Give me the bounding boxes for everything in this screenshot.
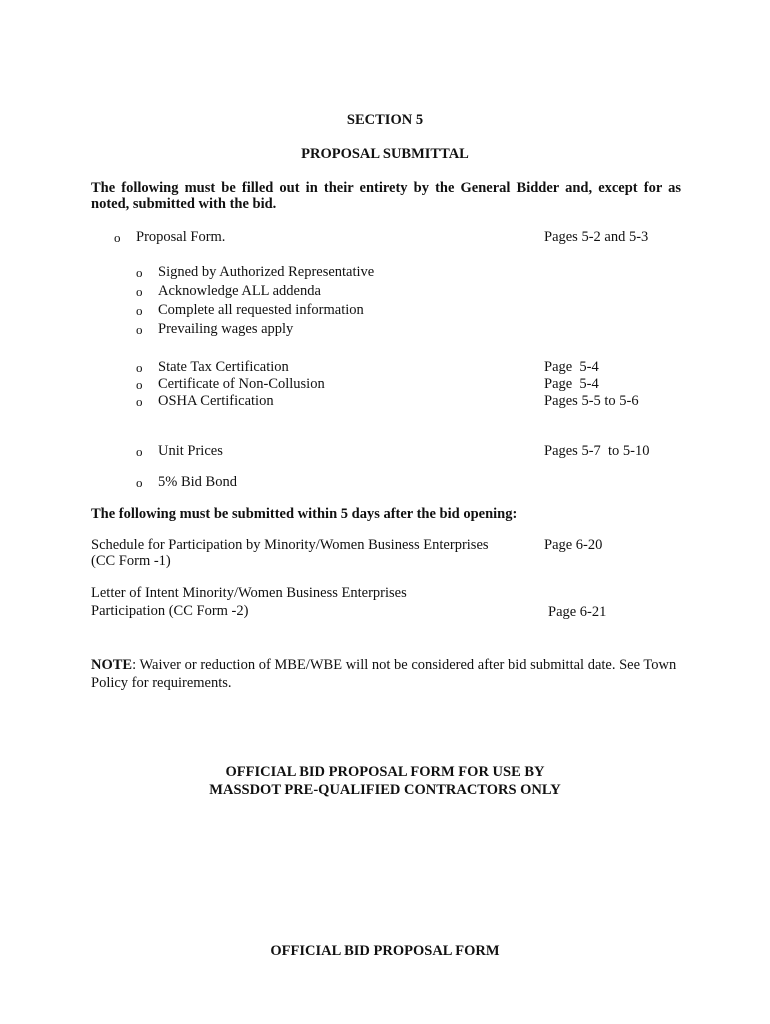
bullet-icon: o [136, 303, 143, 318]
bullet-icon: o [136, 394, 143, 409]
bullet-icon: o [136, 377, 143, 392]
page-title: PROPOSAL SUBMITTAL [301, 146, 469, 162]
bullet-icon: o [136, 322, 143, 337]
list-item-label: OSHA Certification [158, 393, 274, 409]
note-label: NOTE [91, 657, 133, 673]
list-item-label: Prevailing wages apply [158, 321, 294, 337]
section-heading: SECTION 5 [346, 112, 424, 128]
form-item-label: Participation (CC Form -2) [91, 603, 249, 619]
intro-paragraph: The following must be filled out in their entirety by the General Bidder and, except for as noted, submitted with the bid. [91, 180, 681, 212]
official-heading-line2: MASSDOT PRE-QUALIFIED CONTRACTORS ONLY [209, 782, 561, 798]
list-item-label: Complete all requested information [158, 302, 364, 318]
list-item-label: Unit Prices [158, 443, 223, 459]
bullet-icon: o [136, 265, 143, 280]
form-title: OFFICIAL BID PROPOSAL FORM [270, 943, 500, 959]
note-text: : Waiver or reduction of MBE/WBE will not be considered after bid submittal date. See Town Policy for requirements. [91, 657, 677, 691]
list-item-label: Signed by Authorized Representative [158, 264, 375, 280]
list-item-label: Acknowledge ALL addenda [158, 283, 321, 299]
list-item-label: 5% Bid Bond [158, 474, 237, 490]
list-item-page: Page 5-4 [544, 376, 599, 392]
form-item-label: Letter of Intent Minority/Women Business Enterprises [91, 585, 407, 601]
list-item-page: Pages 5-2 and 5-3 [544, 229, 649, 245]
bullet-icon: o [136, 360, 143, 375]
bullet-icon: o [136, 475, 143, 490]
section-subheading: The following must be submitted within 5 days after the bid opening: [91, 506, 518, 522]
note-paragraph [91, 656, 691, 692]
form-item-label: Schedule for Participation by Minority/Women Business Enterprises [91, 537, 489, 553]
list-item-page: Page 5-4 [544, 359, 599, 375]
form-item-page: Page 6-21 [548, 604, 607, 620]
list-item-page: Pages 5-5 to 5-6 [544, 393, 639, 409]
list-item-label: State Tax Certification [158, 359, 289, 375]
list-item-page: Pages 5-7 to 5-10 [544, 443, 650, 459]
list-item-label: Proposal Form. [136, 229, 226, 245]
bullet-icon: o [114, 230, 121, 245]
bullet-icon: o [136, 444, 143, 459]
form-item-label: (CC Form -1) [91, 553, 171, 569]
form-item-page: Page 6-20 [544, 537, 603, 553]
bullet-icon: o [136, 284, 143, 299]
official-heading-line1: OFFICIAL BID PROPOSAL FORM FOR USE BY [225, 764, 545, 780]
list-item-label: Certificate of Non-Collusion [158, 376, 325, 392]
